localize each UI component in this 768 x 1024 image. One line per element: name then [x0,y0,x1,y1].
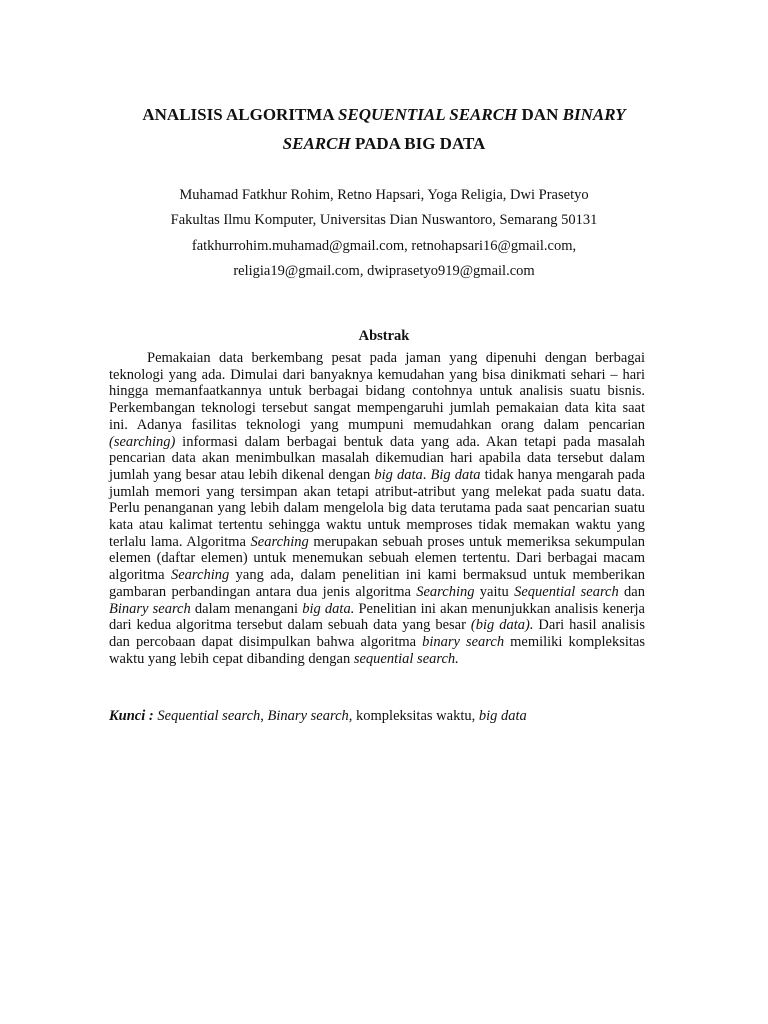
keyword-3: kompleksitas waktu, [352,708,479,724]
abstract-italic-term: (big data). [470,617,534,634]
abstract-text: Penelitian ini akan menunjukkan analisis kenerja dari kedua algoritma tersebut dalam sebuah data yang besar [109,600,645,634]
email-line-2: religia19@gmail.com, dwiprasetyo919@gmail.com [233,263,535,279]
abstract-italic-term: sequential search. [353,650,459,667]
title-part-3: DAN [517,105,563,124]
abstract-italic-term: binary search [422,633,505,650]
abstract-text: Pemakaian data berkembang pesat pada jaman yang dipenuhi dengan berbagai teknologi yang ada. Dimulai dari banyaknya kemudahan yang bisa dinikmati sehari – hari hingga memanfaatkannya untuk berbagai bidang contohnya untuk analisis suatu bisnis. Perkembangan teknologi tersebut sangat mempengaruhi jumlah pemakaian data kita saat ini. Adanya fasilitas teknologi yang mumpuni memudahkan orang dalam pencarian [109,350,645,433]
title-part-4: BINARY [562,105,626,124]
abstract-italic-term: Sequential search [514,583,619,600]
abstract-text: informasi dalam berbagai bentuk data yang ada. Akan tetapi pada masalah pencarian data akan menimbulkan masalah dikemudian hari apabila data tersebut dalam jumlah yang besar atau lebih dikenal dengan [109,433,645,483]
abstract-body [109,350,645,667]
keyword-4: big data [478,708,527,724]
keywords-label: Kunci : [109,708,154,724]
abstract-text: merupakan sebuah proses untuk memeriksa sekumpulan elemen (daftar elemen) untuk menemukan sebuah elemen tertentu. Dari berbagai macam algoritma [109,533,646,584]
title-part-6: PADA BIG DATA [350,134,486,153]
abstract-italic-term: Searching [416,583,475,600]
abstract-italic-term: Searching [170,567,230,584]
abstract-text: dan [618,583,645,600]
abstract-text: tidak hanya mengarah pada jumlah memori yang tersimpan akan tetapi atribut-atribut yang melekat pada suatu data. Perlu penanganan yang lebih dalam mengelola big data terutama pada saat pencarian suatu kata atau kalimat tertentu sehingga waktu untuk memproses tidak memakan waktu yang terlalu lama. Algoritma [109,466,646,550]
abstract-text: yang ada, dalam penelitian ini kami bermaksud untuk memberikan gambaran perbandingan antara dua jenis algoritma [109,567,645,600]
abstract-text: Dari hasil analisis dan percobaan dapat disimpulkan bahwa algoritma [109,617,645,650]
title-part-1: ANALISIS ALGORITMA [142,105,338,124]
abstract-heading: Abstrak [358,328,410,344]
keyword-sep: , [260,708,268,724]
abstract-text: yaitu [474,583,515,600]
email-line-1: fatkhurrohim.muhamad@gmail.com, retnohapsari16@gmail.com, [191,238,577,254]
keywords-line [109,707,669,725]
abstract-italic-term: Binary search [109,600,191,617]
authors: Muhamad Fatkhur Rohim, Retno Hapsari, Yoga Religia, Dwi Prasetyo [179,187,589,203]
abstract-italic-term: big data [374,466,423,483]
title-part-2: SEQUENTIAL SEARCH [337,105,518,124]
abstract-text: memiliki kompleksitas waktu yang lebih cepat dibanding dengan [109,633,645,667]
abstract-italic-term: big data. [302,600,355,617]
title-part-5: SEARCH [282,134,351,153]
abstract-italic-term: Big data [430,466,481,483]
affiliation: Fakultas Ilmu Komputer, Universitas Dian Nuswantoro, Semarang 50131 [170,212,598,228]
keyword-1: Sequential search [157,708,261,724]
paper-title [60,100,708,158]
abstract-italic-term: (searching) [109,433,176,450]
abstract-italic-term: Searching [250,533,309,550]
abstract-text: dalam menangani [190,600,303,617]
keyword-2: Binary search, [267,708,353,724]
abstract-text: . [422,466,431,483]
